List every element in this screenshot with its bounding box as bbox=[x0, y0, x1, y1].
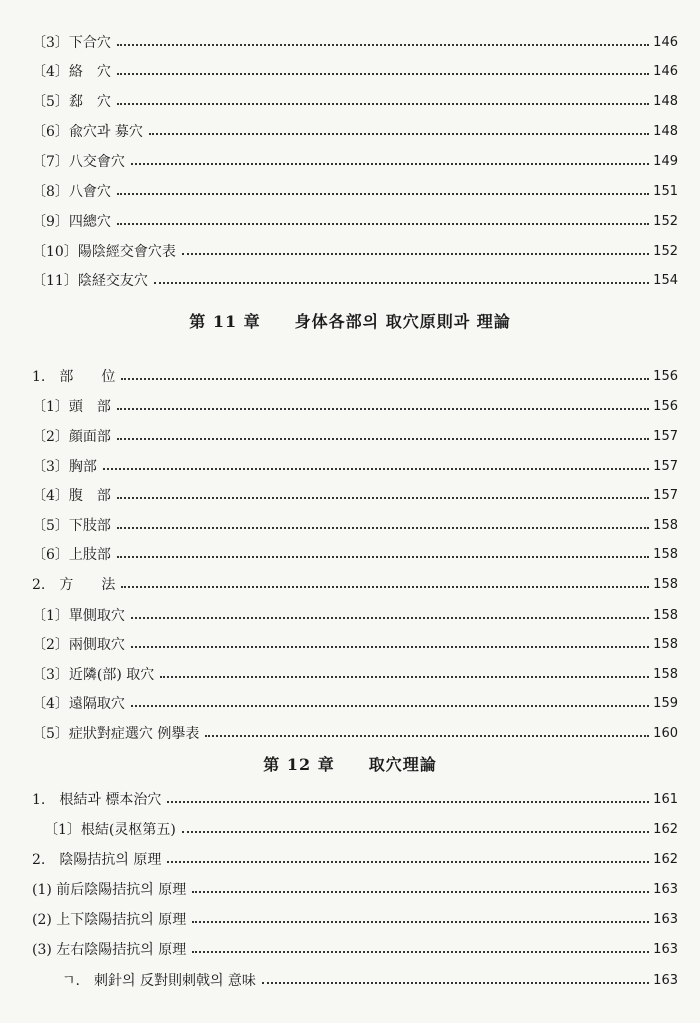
dot-leader bbox=[160, 676, 649, 678]
toc-entry-label: 〔6〕上肢部 bbox=[32, 547, 111, 563]
toc-entry-label: 1. 部 位 bbox=[32, 369, 116, 385]
toc-entry-label: 〔1〕頭 部 bbox=[32, 399, 111, 415]
dot-leader bbox=[103, 468, 649, 470]
toc-entry-page: 163 bbox=[653, 972, 678, 988]
dot-leader bbox=[167, 861, 649, 863]
dot-leader bbox=[117, 193, 649, 195]
toc-entry-page: 158 bbox=[653, 607, 678, 623]
dot-leader bbox=[182, 831, 649, 833]
toc-entry-label: 〔5〕下肢部 bbox=[32, 518, 111, 534]
chapter-number: 第 12 章 bbox=[263, 755, 335, 774]
toc-entry bbox=[32, 364, 678, 388]
toc-entry-label: 〔6〕兪穴과 募穴 bbox=[32, 124, 143, 140]
dot-leader bbox=[131, 617, 649, 619]
toc-entry-label: 〔3〕近隣(部) 取穴 bbox=[32, 667, 155, 683]
chapter-title: 身体各部의 取穴原則과 理論 bbox=[294, 312, 511, 331]
toc-entry-page: 156 bbox=[653, 368, 678, 384]
toc-entry-label: 〔2〕兩側取穴 bbox=[32, 637, 125, 653]
toc-entry-label: 〔11〕陰経交友穴 bbox=[32, 273, 148, 289]
toc-entry-label: 〔2〕顔面部 bbox=[32, 429, 111, 445]
dot-leader bbox=[117, 408, 649, 410]
chapter-heading bbox=[0, 309, 700, 332]
chapter-title: 取穴理論 bbox=[368, 755, 437, 774]
toc-entry-label: 〔4〕絡 穴 bbox=[32, 64, 111, 80]
dot-leader bbox=[262, 982, 649, 984]
toc-entry-page: 158 bbox=[653, 517, 678, 533]
dot-leader bbox=[117, 73, 649, 75]
toc-entry-page: 152 bbox=[653, 243, 678, 259]
toc-entry-page: 156 bbox=[653, 398, 678, 414]
dot-leader bbox=[117, 497, 649, 499]
dot-leader bbox=[205, 735, 649, 737]
chapter-heading bbox=[0, 752, 700, 775]
toc-entry-page: 163 bbox=[653, 881, 678, 897]
toc-entry bbox=[32, 239, 678, 263]
toc-entry bbox=[32, 394, 678, 418]
dot-leader bbox=[149, 133, 649, 135]
toc-entry bbox=[32, 483, 678, 507]
dot-leader bbox=[131, 163, 649, 165]
dot-leader bbox=[117, 44, 649, 46]
toc-entry-page: 163 bbox=[653, 941, 678, 957]
dot-leader bbox=[192, 921, 649, 923]
toc-entry bbox=[32, 847, 678, 871]
chapter-number: 第 11 章 bbox=[189, 312, 261, 331]
dot-leader bbox=[182, 253, 649, 255]
toc-entry bbox=[32, 30, 678, 54]
toc-entry-label: 〔5〕郄 穴 bbox=[32, 94, 111, 110]
toc-entry bbox=[32, 691, 678, 715]
toc-entry bbox=[32, 632, 678, 656]
dot-leader bbox=[167, 801, 649, 803]
dot-leader bbox=[117, 527, 649, 529]
toc-entry bbox=[32, 454, 678, 478]
toc-entry-page: 158 bbox=[653, 636, 678, 652]
toc-entry-page: 154 bbox=[653, 272, 678, 288]
toc-entry-label: 〔4〕腹 部 bbox=[32, 488, 111, 504]
toc-entry-page: 161 bbox=[653, 791, 678, 807]
dot-leader bbox=[117, 103, 649, 105]
toc-entry bbox=[32, 937, 678, 961]
toc-entry bbox=[32, 179, 678, 203]
toc-entry-label: 〔4〕遠隔取穴 bbox=[32, 696, 125, 712]
toc-entry-label: 2. 方 法 bbox=[32, 577, 116, 593]
toc-entry-page: 163 bbox=[653, 911, 678, 927]
dot-leader bbox=[131, 646, 649, 648]
toc-entry-page: 146 bbox=[653, 34, 678, 50]
dot-leader bbox=[192, 891, 649, 893]
toc-entry-page: 157 bbox=[653, 458, 678, 474]
toc-entry-label: 〔10〕陽陰經交會穴表 bbox=[32, 244, 176, 260]
dot-leader bbox=[192, 951, 649, 953]
toc-entry bbox=[32, 877, 678, 901]
toc-entry-page: 162 bbox=[653, 851, 678, 867]
dot-leader bbox=[154, 282, 649, 284]
toc-entry-label: (3) 左右陰陽拮抗의 原理 bbox=[32, 942, 187, 958]
toc-entry-label: 1. 根結과 標本治穴 bbox=[32, 792, 162, 808]
toc-entry bbox=[44, 817, 678, 841]
toc-entry bbox=[32, 907, 678, 931]
toc-entry-label: 〔8〕八會穴 bbox=[32, 184, 111, 200]
toc-entry-page: 160 bbox=[653, 725, 678, 741]
dot-leader bbox=[117, 223, 649, 225]
dot-leader bbox=[121, 378, 649, 380]
toc-entry bbox=[62, 968, 678, 992]
toc-entry-label: 〔5〕症狀對症選穴 例擧表 bbox=[32, 726, 200, 742]
toc-entry-page: 157 bbox=[653, 487, 678, 503]
dot-leader bbox=[131, 705, 649, 707]
toc-entry bbox=[32, 424, 678, 448]
toc-entry-label: 〔3〕下合穴 bbox=[32, 35, 111, 51]
toc-entry-label: (1) 前后陰陽拮抗의 原理 bbox=[32, 882, 187, 898]
toc-entry bbox=[32, 209, 678, 233]
toc-entry-label: 〔1〕根結(灵枢第五) bbox=[44, 822, 176, 838]
toc-entry-page: 162 bbox=[653, 821, 678, 837]
toc-entry-label: 〔1〕單側取穴 bbox=[32, 608, 125, 624]
toc-entry-page: 146 bbox=[653, 63, 678, 79]
toc-entry bbox=[32, 721, 678, 745]
toc-entry-label: (2) 上下陰陽拮抗의 原理 bbox=[32, 912, 187, 928]
toc-entry-page: 157 bbox=[653, 428, 678, 444]
toc-entry-page: 148 bbox=[653, 123, 678, 139]
toc-entry bbox=[32, 59, 678, 83]
toc-entry-page: 158 bbox=[653, 576, 678, 592]
dot-leader bbox=[117, 556, 649, 558]
toc-entry-page: 158 bbox=[653, 666, 678, 682]
toc-entry-label: 〔3〕胸部 bbox=[32, 459, 97, 475]
toc-entry bbox=[32, 787, 678, 811]
toc-entry bbox=[32, 572, 678, 596]
toc-entry-label: 〔9〕四總穴 bbox=[32, 214, 111, 230]
toc-entry-page: 158 bbox=[653, 546, 678, 562]
toc-entry bbox=[32, 119, 678, 143]
toc-entry bbox=[32, 662, 678, 686]
dot-leader bbox=[117, 438, 649, 440]
toc-entry-page: 151 bbox=[653, 183, 678, 199]
toc-entry bbox=[32, 149, 678, 173]
dot-leader bbox=[121, 586, 649, 588]
toc-entry-page: 148 bbox=[653, 93, 678, 109]
toc-entry-page: 152 bbox=[653, 213, 678, 229]
toc-entry-page: 149 bbox=[653, 153, 678, 169]
toc-entry-label: 〔7〕八交會穴 bbox=[32, 154, 125, 170]
toc-entry bbox=[32, 603, 678, 627]
toc-entry-label: 2. 陰陽拮抗의 原理 bbox=[32, 852, 162, 868]
toc-entry-page: 159 bbox=[653, 695, 678, 711]
toc-entry bbox=[32, 89, 678, 113]
toc-entry bbox=[32, 542, 678, 566]
toc-entry bbox=[32, 513, 678, 537]
toc-entry-label: ㄱ. 刺針의 反對則刺戟의 意味 bbox=[62, 973, 256, 989]
toc-entry bbox=[32, 268, 678, 292]
